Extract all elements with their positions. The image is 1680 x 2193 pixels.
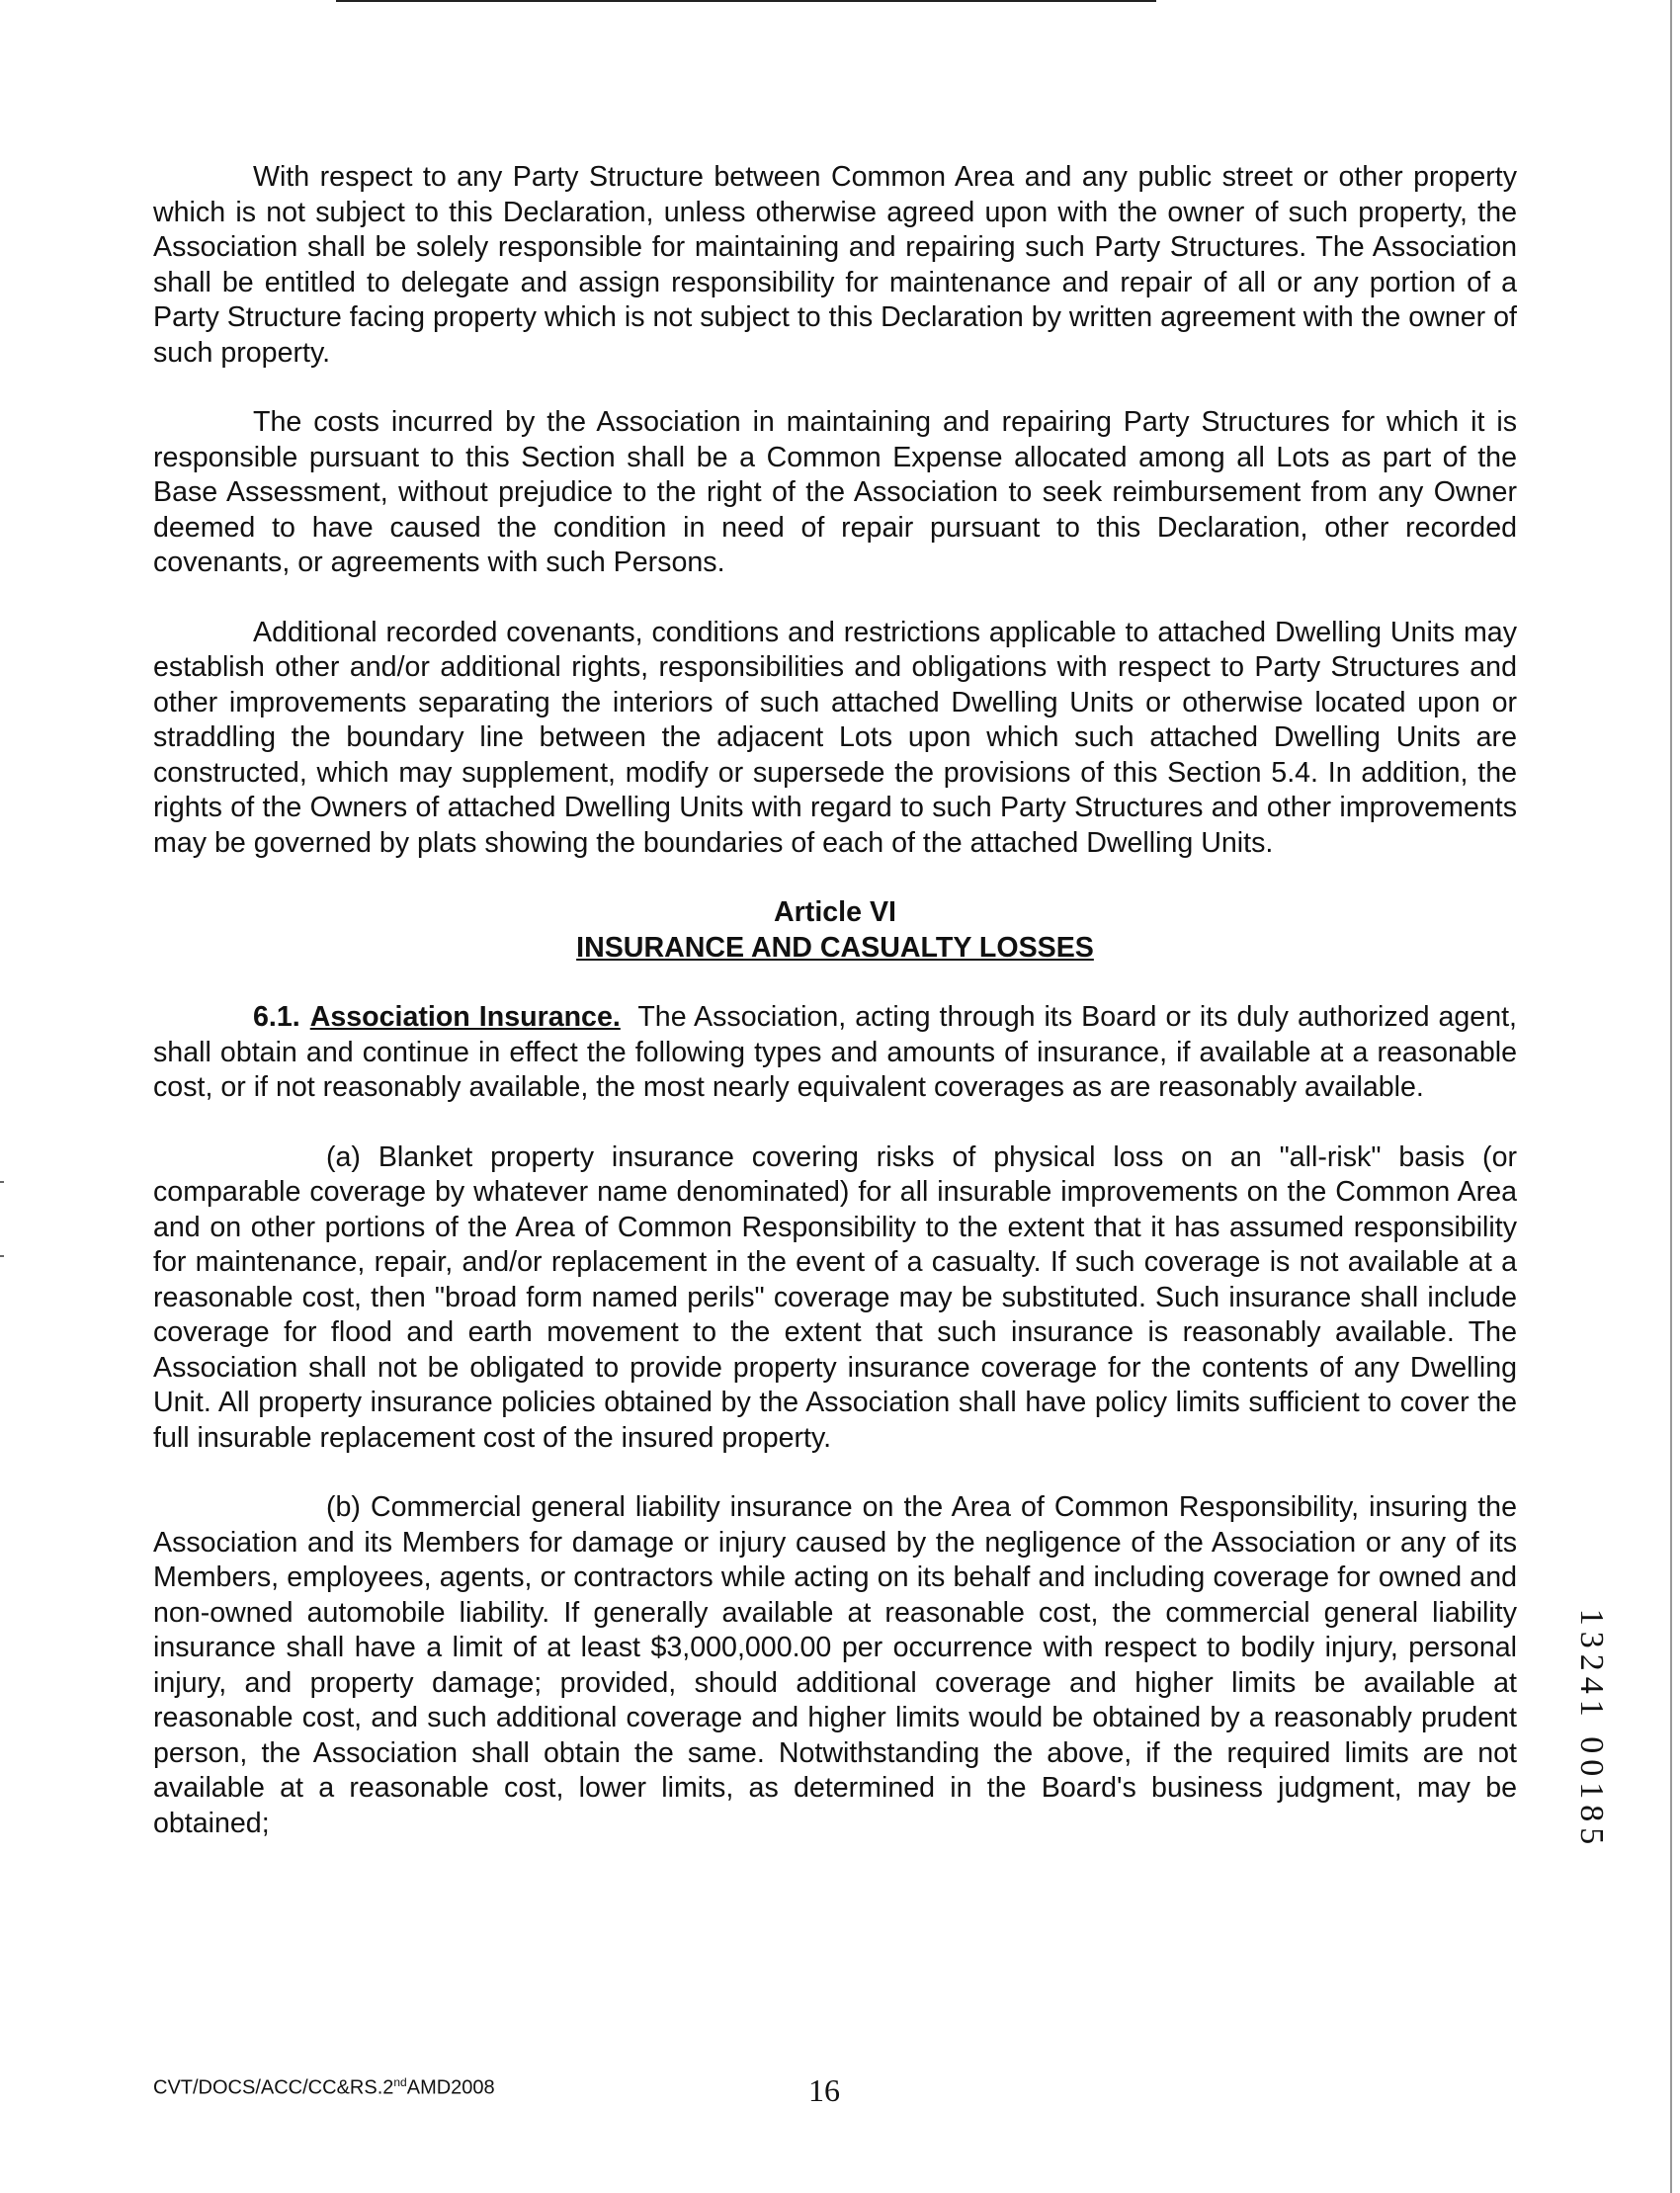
document-id-suffix: AMD2008 <box>406 2076 495 2099</box>
paragraph-party-structure-street: With respect to any Party Structure between Common Area and any public street or other property which is not subject to this Declaration, unless otherwise agreed upon with the owner of such property, the Association shall be solely responsible for maintaining and repairing such Party Structures. The Association shall be entitled to delegate and assign responsibility for maintenance and repair of all or any portion of a Party Structure facing property which is not subject to this Declaration by written agreement with the owner of such property. <box>153 161 1517 369</box>
scan-edge <box>1670 0 1672 2193</box>
article-title: INSURANCE AND CASUALTY LOSSES <box>576 931 1094 964</box>
paragraph-additional-covenants: Additional recorded covenants, conditions and restrictions applicable to attached Dwelling Units may establish other and/or additional rights, responsibilities and obligations with respect to Party Structures and other improvements separating the interiors of such attached Dwelling Units or otherwise located upon or straddling the boundary line between the adjacent Lots upon which such attached Dwelling Units are constructed, which may supplement, modify or supersede the provisions of this Section 5.4. In addition, the rights of the Owners of attached Dwelling Units with regard to such Party Structures and other improvements may be governed by plats showing the boundaries of each of the attached Dwelling Units. <box>153 616 1517 859</box>
page-number: 16 <box>808 2072 840 2108</box>
recording-stamp <box>1571 1601 1611 1858</box>
section-number: 6.1. <box>253 1001 300 1033</box>
recording-number: 13241 00185 <box>1573 1608 1610 1851</box>
document-id <box>153 2075 495 2100</box>
paragraph-party-structure-costs: The costs incurred by the Association in maintaining and repairing Party Structures for which it is responsible pursuant to this Section shall be a Common Expense allocated among all Lots as part of the Base Assessment, without prejudice to the right of the Association to seek reimbursement from any Owner deemed to have caused the condition in need of repair pursuant to this Declaration, other recorded covenants, or agreements with such Persons. <box>153 406 1517 578</box>
article-heading <box>153 895 1517 966</box>
section-text: The Association, acting through its Board or its duly authorized agent, shall obtain and continue in effect the following types and amounts of insurance, if available at a reasonable cost, or if not reasonably available, the most nearly equivalent coverages as are reasonably available. <box>153 1001 1517 1103</box>
scan-tick <box>0 1255 4 1257</box>
scan-tick <box>0 1181 4 1183</box>
subparagraph-a: (a) Blanket property insurance covering risks of physical loss on an "all-risk" basis (or comparable coverage by whatever name denominated) for all insurable improvements on the Common Area and on other portions of the Area of Common Responsibility to the extent that it has assumed responsibility for maintenance, repair, and/or replacement in the event of a casualty. If such coverage is not available at a reasonable cost, then "broad form named perils" coverage may be substituted. Such insurance shall include coverage for flood and earth movement to the extent that such insurance is reasonably available. The Association shall not be obligated to provide property insurance coverage for the contents of any Dwelling Unit. All property insurance policies obtained by the Association shall have policy limits sufficient to cover the full insurable replacement cost of the insured property. <box>153 1140 1517 1454</box>
document-id-superscript: nd <box>393 2075 407 2089</box>
article-label: Article VI <box>774 896 896 928</box>
subparagraph-b: (b) Commercial general liability insurance on the Area of Common Responsibility, insuring the Association and its Members for damage or injury caused by the negligence of the Association or any of its Members, employees, agents, or contractors while acting on its behalf and including coverage for owned and non-owned automobile liability. If generally available at reasonable cost, the commercial general liability insurance shall have a limit of at least $3,000,000.00 per occurrence with respect to bodily injury, personal injury, and property damage; provided, should additional coverage and higher limits be available at reasonable cost, and such additional coverage and higher limits would be obtained by a reasonably prudent person, the Association shall obtain the same. Notwithstanding the above, if the required limits are not available at a reasonable cost, lower limits, as determined in the Board's business judgment, may be obtained; <box>153 1491 1517 1839</box>
section-title: Association Insurance. <box>309 1001 621 1033</box>
top-rule <box>336 0 1156 2</box>
document-body <box>153 160 1517 1876</box>
document-id-prefix: CVT/DOCS/ACC/CC&RS.2 <box>153 2076 394 2099</box>
section-6-1 <box>153 1000 1517 1106</box>
